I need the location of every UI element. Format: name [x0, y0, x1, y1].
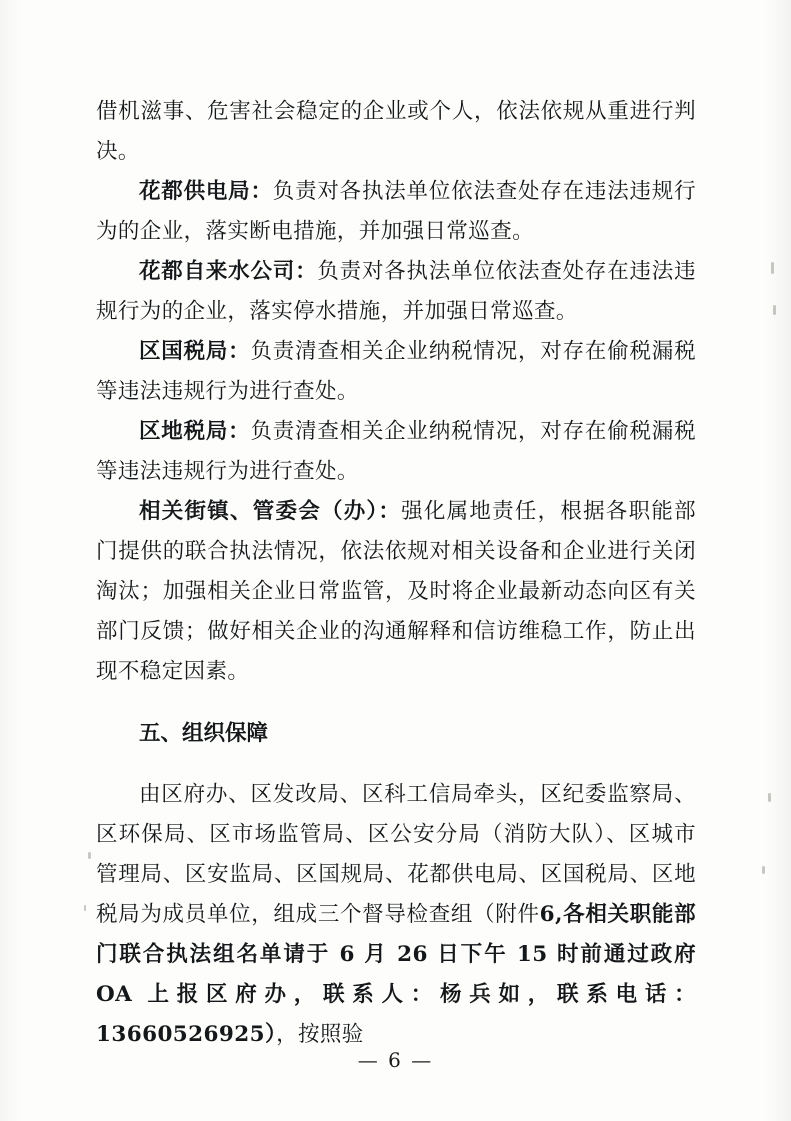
paragraph-text-organization-part1: 由区府办、区发改局、区科工信局牵头，区纪委监察局、区环保局、区市场监管局、区公安分局（消防大队）、区城市管理局、区安监局、区国规局、花都供电局、区国税局、区地税局为成员单位，组成三个督导检查组（附件 — [96, 782, 696, 927]
paragraph-lead-national-tax: 区国税局： — [139, 339, 251, 364]
scan-artifact — [773, 305, 776, 315]
scan-artifact — [84, 905, 86, 911]
paragraph-text-huadu-water: 负责对各执法单位依法查处存在违法违规行为的企业，落实停水措施，并加强日常巡查。 — [96, 259, 696, 324]
page-number — [0, 1048, 791, 1072]
paragraph-text-organization-emphasis: 6,各相关职能部门联合执法组名单请于 6 月 26 日下午 15 时前通过政府 OA 上报区府办，联系人：杨兵如，联系电话：13660526925） — [96, 902, 696, 1047]
paragraph-text-huadu-power: 负责对各执法单位依法查处存在违法违规行为的企业，落实断电措施，并加强日常巡查。 — [96, 179, 696, 244]
page-edge-shadow-left — [0, 0, 22, 1121]
document-body — [96, 92, 696, 1055]
page-number-label: — 6 — — [357, 1048, 434, 1072]
paragraph-local-tax-bureau — [96, 412, 696, 492]
scan-artifact — [771, 262, 774, 274]
section-heading-organization-guarantee: 五、组织保障 — [139, 720, 269, 746]
paragraph-text-streets: 强化属地责任，根据各职能部门提供的联合执法情况，依法依规对相关设备和企业进行关闭淘汰；加强相关企业日常监管，及时将企业最新动态向区有关部门反馈；做好相关企业的沟通解释和信访维稳工作，防止出现不稳定因素。 — [96, 499, 696, 684]
paragraph-text-organization-part2: ，按照验 — [276, 1022, 364, 1047]
paragraph-lead-huadu-power: 花都供电局： — [139, 179, 273, 204]
paragraph-text-local-tax: 负责清查相关企业纳税情况，对存在偷税漏税等违法违规行为进行查处。 — [96, 419, 696, 484]
scan-artifact — [768, 793, 771, 802]
paragraph-huadu-water-company — [96, 252, 696, 332]
paragraph-lead-streets: 相关街镇、管委会（办）： — [139, 499, 402, 524]
page-edge-shadow-right — [765, 0, 791, 1121]
paragraph-lead-local-tax: 区地税局： — [139, 419, 251, 444]
paragraph-continuation: 借机滋事、危害社会稳定的企业或个人，依法依规从重进行判决。 — [96, 99, 696, 164]
paragraph-organization-members — [96, 775, 696, 1055]
scan-artifact — [88, 852, 91, 859]
paragraph-text-national-tax: 负责清查相关企业纳税情况，对存在偷税漏税等违法违规行为进行查处。 — [96, 339, 696, 404]
paragraph-lead-huadu-water: 花都自来水公司： — [139, 259, 318, 284]
paragraph-national-tax-bureau — [96, 332, 696, 412]
paragraph-huadu-power-bureau — [96, 172, 696, 252]
scan-artifact — [762, 866, 765, 874]
paragraph-streets-and-committees — [96, 492, 696, 692]
